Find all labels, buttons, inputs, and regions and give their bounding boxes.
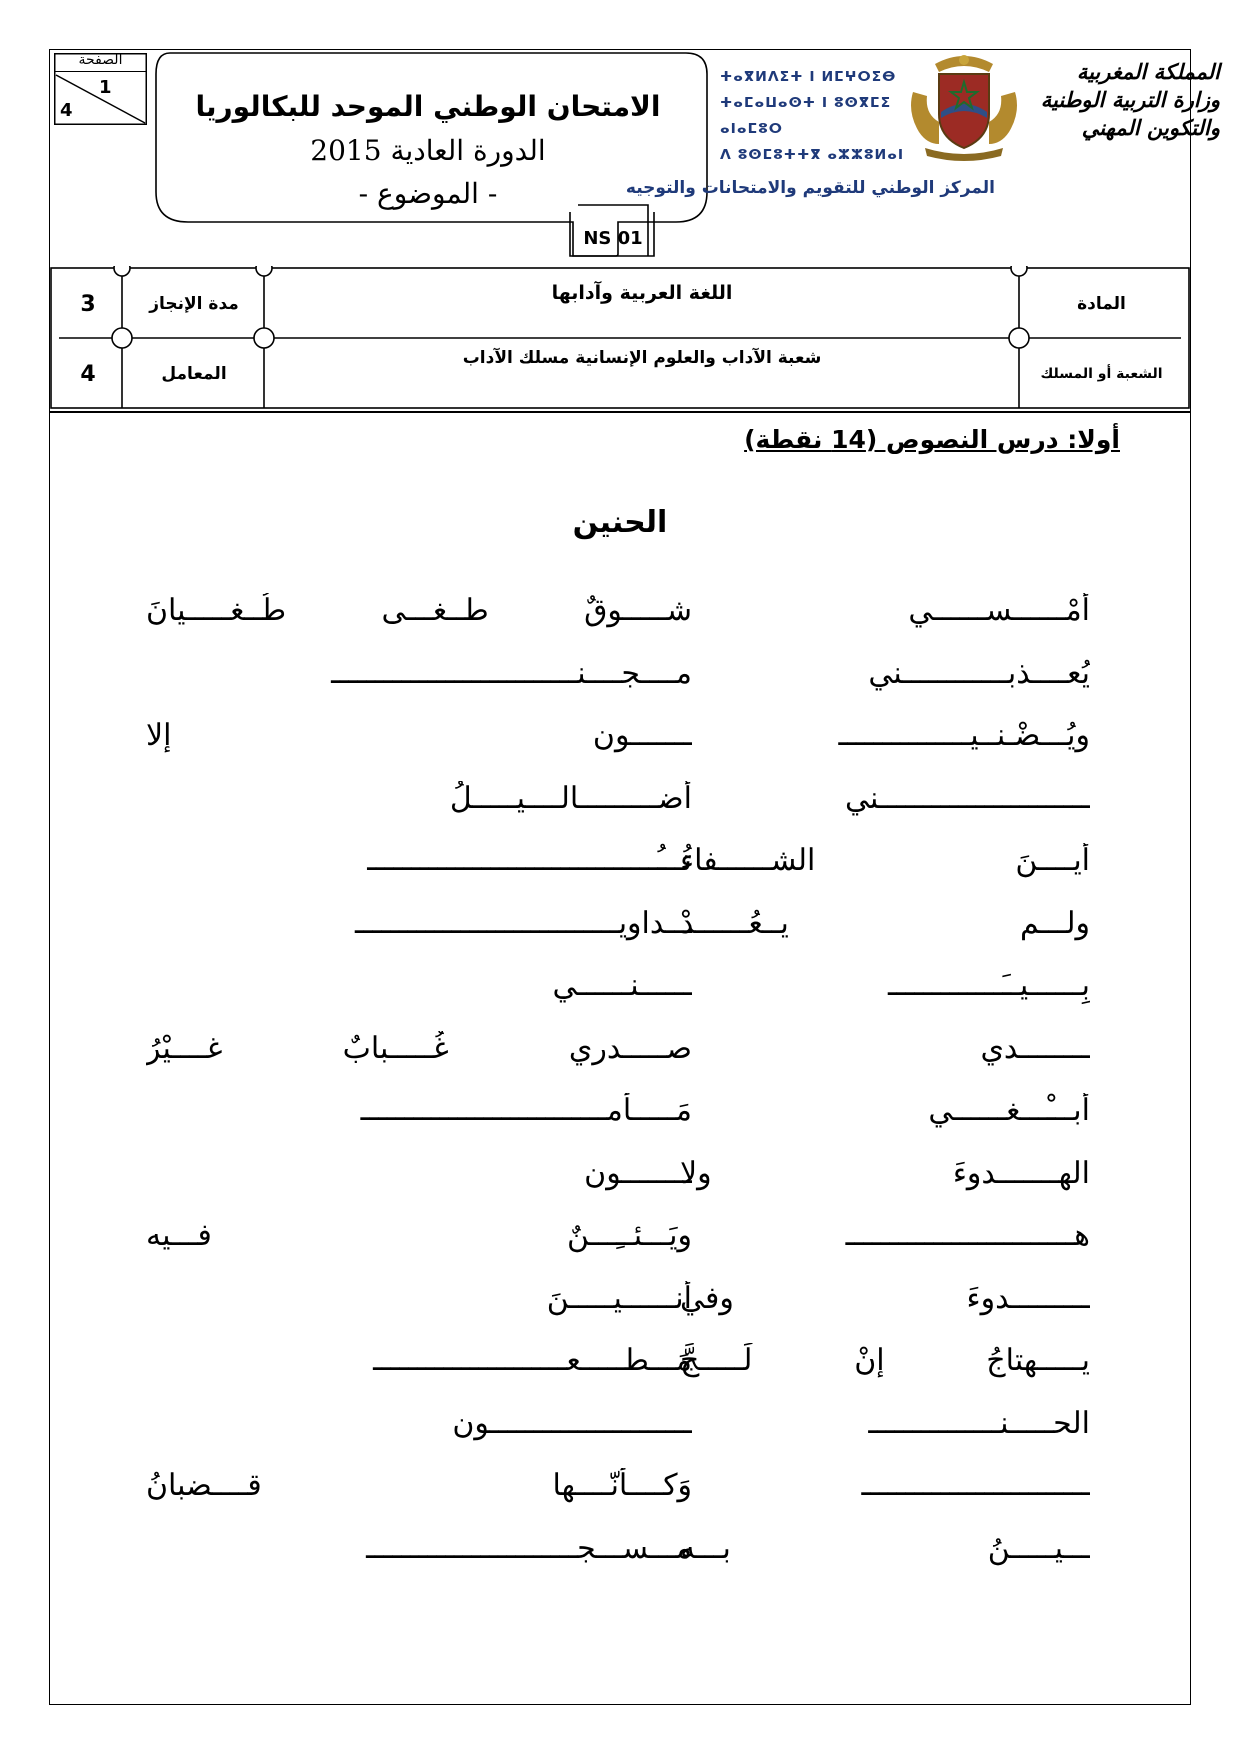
verse-first-hemistich: بِــــــيــَـــــــــــــ [888,968,1090,1003]
verse-line [0,1210,1240,1270]
verse-first-hemistich: الهـــــــدوءَ ولا [680,1155,1090,1191]
verse-line [0,1023,1240,1083]
verse-second-hemistich: مَـــــأمــــــــــــــــــــــــــــ [360,1093,692,1128]
verse-line [0,1148,1240,1208]
tifinagh-line-1: ⵜⴰⴳⵍⴷⵉⵜ ⵏ ⵍⵎⵖⵔⵉⴱ [720,69,897,85]
verse-first-hemistich: يُعــــذبــــــــــــني [868,655,1090,691]
verse-second-hemistich: تـــُـــــــــــــــــــــــــــــــــ [367,843,692,878]
info-row-track [52,340,1186,408]
coef-label: المعامل [161,364,227,384]
info-row-subject [52,270,1186,338]
ministry-block [940,58,1220,142]
verse-line [0,1273,1240,1333]
poem-title: الحنين [572,505,668,540]
kingdom-name: المملكة المغربية [1076,59,1220,84]
verse-first-hemistich: ويُـــضْـنــيـــــــــــــــ [838,718,1090,753]
exam-title-box [148,52,708,257]
verse-line [0,898,1240,958]
verse-second-hemistich: ـــــــــــــــــــــــون [452,1405,692,1441]
verse-second-hemistich: وَكــــأنّــــها قــــضبانُ [146,1468,692,1503]
verse-line [0,1523,1240,1583]
verse-first-hemistich: ــــــــدي [980,1030,1090,1066]
subject-word: - الموضوع - [358,177,498,210]
verse-first-hemistich: أيــــنَ الشــــــفاءُ [680,843,1090,878]
duration-value: 3 [80,291,96,317]
verse-first-hemistich: ولـــم يــعُــــــدْ [680,905,1090,941]
verse-second-hemistich: ويَـــئــِـــنٌ فـــيه [146,1218,692,1253]
verse-line [0,1398,1240,1458]
verse-line [0,1085,1240,1145]
verse-line [0,1460,1240,1520]
section-title: أولا: درس النصوص (14 نقطة) [744,425,1120,454]
verse-first-hemistich: أَبـــْـــغــــــي [928,1093,1090,1128]
coef-value: 4 [80,361,96,387]
subject-value: اللغة العربية وآدابها [551,282,733,304]
exam-session: الدورة العادية 2015 [310,134,546,167]
verse-first-hemistich: هــــــــــــــــــــــــــ [845,1218,1090,1253]
verse-first-hemistich: ــــــــــــــــــــــــني [845,780,1090,816]
evaluation-center: المركز الوطني للتقويم والامتحانات والتوجيه [625,178,995,198]
verse-second-hemistich: ـــــــون إلا [146,718,692,753]
exam-code: NS 01 [583,228,643,249]
verse-first-hemistich: ـــــــــدوءَ وفي [680,1280,1090,1316]
verse-line [0,710,1240,770]
header-divider [49,411,1191,413]
duration-label: مدة الإنجاز [149,294,239,314]
exam-title: الامتحان الوطني الموحد للبكالوريا [195,90,661,123]
verse-first-hemistich: الحـــــنـــــــــــــــ [868,1405,1090,1441]
ministry-name-2: والتكوين المهني [1081,115,1220,140]
verse-first-hemistich: يـــــهتاجُ إنْ لَـــــجَّ [680,1343,1090,1378]
page-indicator [54,53,147,125]
verse-second-hemistich: شـــــوقٌ طــغـــى طُــغـــــيانَ [146,593,692,628]
track-label: الشعبة أو المسلك [1040,366,1163,382]
page-current: 1 [99,77,112,98]
track-value: شعبة الآداب والعلوم الإنسانية مسلك الآداب [462,348,822,368]
verse-first-hemistich: ــــــــــــــــــــــــــ [861,1468,1090,1503]
tifinagh-line-2: ⵜⴰⵎⴰⵡⴰⵙⵜ ⵏ ⵓⵙⴳⵎⵉ ⴰⵏⴰⵎⵓⵔ [720,95,892,137]
page-label: الصفحة [54,51,147,72]
verse-line [0,648,1240,708]
verse-line [0,835,1240,895]
verse-second-hemistich: مَـــطـــــعــــــــــــــــــــــ [373,1343,692,1378]
verse-second-hemistich: أنــــــيـــــنَ [546,1280,692,1316]
tifinagh-ministry [720,64,920,168]
tifinagh-line-3: ⴷ ⵓⵙⵎⵓⵜⵜⴳ ⴰⵣⵣⵓⵍⴰⵏ [720,147,905,163]
verse-second-hemistich: أضـــــــــالــــيـــــلُ [449,780,692,816]
verse-line [0,585,1240,645]
verse-line [0,960,1240,1020]
verse-line [0,1335,1240,1395]
verse-second-hemistich: ــــــنــــــي [552,968,692,1003]
verse-second-hemistich: مـــســـجــــــــــــــــــــــــ [366,1530,692,1566]
page-total: 4 [60,100,73,121]
verse-second-hemistich: مــــجــــنــــــــــــــــــــــــــــ [331,655,692,691]
verse-first-hemistich: ـــيـــــنُ بـــه [680,1530,1090,1566]
verse-second-hemistich: ـــداويــــــــــــــــــــــــــــــ [355,905,692,941]
subject-label: المادة [1077,294,1126,314]
verse-first-hemistich: أُمْــــــســــــي [908,593,1090,628]
ministry-name-1: وزارة التربية الوطنية [1040,87,1220,112]
verse-line [0,773,1240,833]
verse-second-hemistich: صـــــدري غُـــــبابٌ غــــيْرُ [146,1030,692,1066]
verse-second-hemistich: ــــــــون [584,1155,692,1191]
